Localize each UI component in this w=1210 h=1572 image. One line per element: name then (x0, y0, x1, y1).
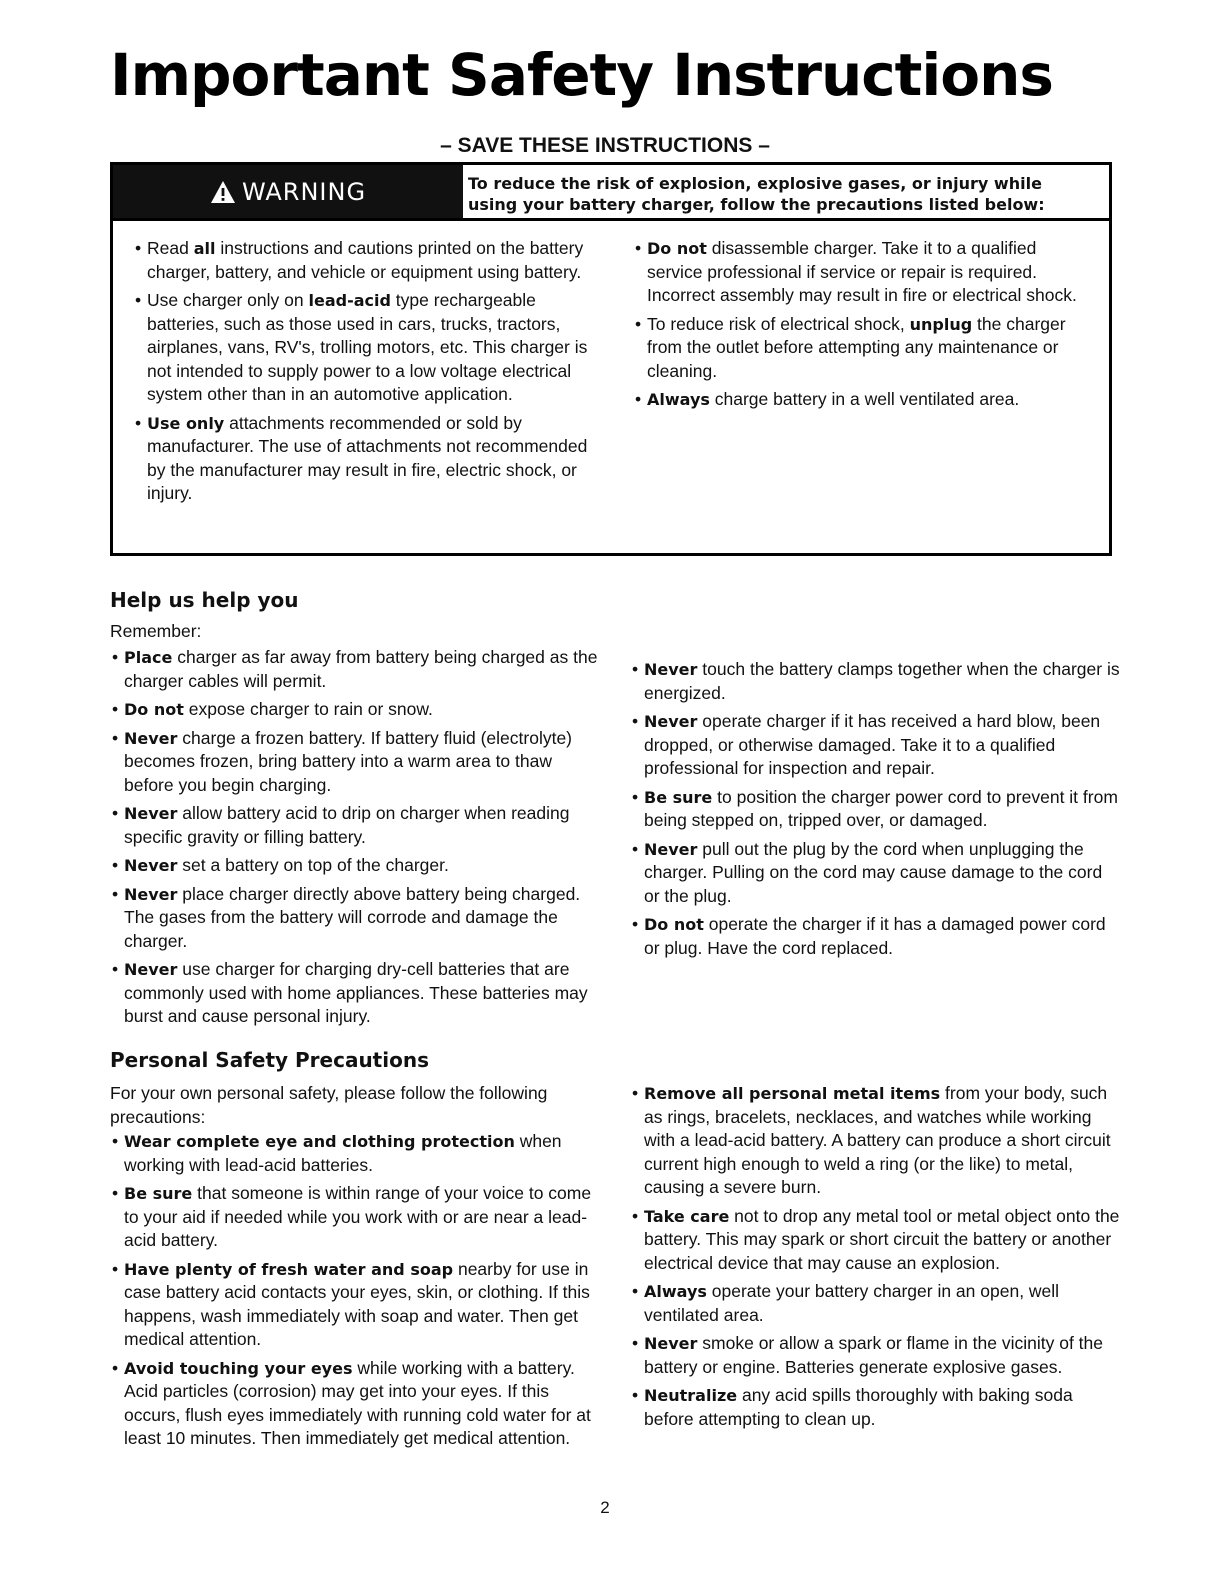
personal-heading: Personal Safety Precautions (110, 1048, 429, 1072)
list-item (110, 1182, 605, 1253)
item-emphasis: Never (644, 839, 698, 859)
item-emphasis: Neutralize (644, 1386, 738, 1405)
item-emphasis: Always (647, 390, 710, 409)
warning-notice: To reduce the risk of explosion, explosive gases, or injury while using your battery charger, follow the precautions listed below: (468, 174, 1045, 214)
item-text-post: allow battery acid to drip on charger when reading specific gravity or filling battery. (124, 803, 570, 847)
list-item (110, 727, 605, 798)
list-item (110, 698, 605, 722)
item-text-post: when working with lead-acid batteries. (124, 1131, 562, 1175)
item-text-post: to position the charger power cord to prevent it from being stepped on, tripped over, or damaged. (644, 786, 1118, 830)
list-item (630, 710, 1120, 781)
item-text-pre: Read (147, 238, 194, 258)
item-emphasis: Be sure (644, 787, 713, 807)
item-emphasis: Never (124, 804, 178, 823)
item-emphasis: Never (124, 884, 178, 904)
item-text-post: operate the charger if it has a damaged power cord or plug. Have the cord replaced. (644, 914, 1106, 958)
warning-list-left (133, 237, 603, 511)
item-emphasis: Be sure (124, 1184, 193, 1203)
item-text-post: not to drop any metal tool or metal object onto the battery. This may spark or short circuit the battery or another electrical device that may cause an explosion. (644, 1205, 1120, 1273)
item-text-post: instructions and cautions printed on the battery charger, battery, and vehicle or equipment using battery. (147, 238, 584, 282)
item-emphasis: Do not (647, 239, 707, 258)
list-item (630, 1082, 1120, 1200)
item-emphasis: Never (644, 1334, 698, 1353)
item-emphasis: Never (124, 856, 178, 875)
list-item (110, 802, 605, 849)
item-text-post: disassemble charger. Take it to a qualified service professional if service or repair is required. Incorrect assembly may result in fire or electrical shock. (647, 238, 1077, 305)
item-text-post: type rechargeable batteries, such as those used in cars, trucks, tractors, airplanes, vans, RV's, trolling motors, etc. This charger is not intended to supply power to a low voltage electrical system other than in an automotive application. (147, 290, 588, 404)
list-item (630, 658, 1120, 705)
item-emphasis: Never (124, 960, 178, 979)
list-item (630, 913, 1120, 960)
item-text-post: use charger for charging dry-cell batteries that are commonly used with home appliances. These batteries may burst and cause personal injury. (124, 959, 588, 1026)
list-item (630, 1332, 1120, 1379)
warning-box (110, 162, 1112, 556)
personal-list-left (110, 1130, 605, 1456)
help-list-right (630, 658, 1120, 965)
item-text-post: place charger directly above battery being charged. The gases from the battery will corrode and damage the charger. (124, 883, 581, 951)
item-text-post: attachments recommended or sold by manufacturer. The use of attachments not recommended by the manufacturer may result in fire, electric shock, or injury. (147, 412, 588, 503)
item-emphasis: Do not (124, 700, 184, 719)
list-item (110, 1130, 605, 1177)
item-emphasis: unplug (909, 314, 973, 334)
item-emphasis: Take care (644, 1206, 730, 1226)
warning-header (113, 165, 1109, 221)
item-emphasis: lead-acid (308, 291, 391, 310)
item-text-post: pull out the plug by the cord when unplugging the charger. Pulling on the cord may cause damage to the cord or the plug. (644, 838, 1103, 906)
list-item (110, 1258, 605, 1352)
help-intro: Remember: (110, 621, 202, 641)
item-emphasis: Wear complete eye and clothing protection (124, 1132, 515, 1151)
warning-label (113, 165, 463, 218)
warning-label-text: WARNING (241, 177, 367, 206)
list-item (110, 958, 605, 1029)
warning-triangle-icon (210, 180, 236, 204)
list-item (630, 1280, 1120, 1327)
item-emphasis: Place (124, 648, 173, 667)
list-item (110, 883, 605, 954)
item-emphasis: Do not (644, 915, 704, 934)
item-text-post: set a battery on top of the charger. (177, 855, 449, 875)
item-text-post: the charger from the outlet before attempting any maintenance or cleaning. (647, 313, 1066, 381)
list-item (110, 854, 605, 878)
list-item (110, 1357, 605, 1451)
list-item (110, 646, 605, 693)
item-text-pre: To reduce risk of electrical shock, (647, 313, 910, 334)
list-item (630, 1384, 1120, 1431)
item-emphasis: all (193, 239, 216, 258)
item-emphasis: Have plenty of fresh water and soap (124, 1259, 454, 1279)
item-text-pre: Use charger only on (147, 290, 309, 310)
list-item (633, 237, 1093, 308)
item-emphasis: Remove all personal metal items (644, 1084, 941, 1103)
item-text-post: nearby for use in case battery acid contacts your eyes, skin, or clothing. If this happens, wash immediately with soap and water. Then get medical attention. (124, 1258, 590, 1349)
personal-intro: For your own personal safety, please follow the following precautions: (110, 1083, 548, 1127)
item-emphasis: Avoid touching your eyes (124, 1358, 353, 1378)
item-text-post: operate charger if it has received a hard blow, been dropped, or otherwise damaged. Take it to a qualified professional for inspection and repair. (644, 711, 1101, 778)
save-instructions-subtitle: – SAVE THESE INSTRUCTIONS – (440, 134, 770, 157)
list-item (133, 237, 603, 284)
item-text-post: expose charger to rain or snow. (183, 699, 433, 719)
help-heading: Help us help you (110, 588, 299, 612)
item-text-post: from your body, such as rings, bracelets, necklaces, and watches while working with a lead-acid battery. A battery can produce a short circuit current high enough to weld a ring (or the like) to metal, causing a severe burn. (644, 1083, 1111, 1197)
item-text-post: charger as far away from battery being charged as the charger cables will permit. (124, 647, 598, 691)
list-item (630, 838, 1120, 909)
list-item (633, 388, 1093, 412)
item-emphasis: Never (644, 660, 698, 679)
help-list-left (110, 646, 605, 1034)
list-item (133, 412, 603, 506)
page-title: Important Safety Instructions (110, 41, 1053, 109)
list-item (630, 786, 1120, 833)
warning-list-right (633, 237, 1093, 417)
item-text-post: touch the battery clamps together when the charger is energized. (644, 659, 1120, 703)
page-number: 2 (600, 1498, 610, 1517)
item-text-post: charge a frozen battery. If battery fluid (electrolyte) becomes frozen, bring battery into a warm area to thaw before you begin charging. (124, 727, 573, 795)
item-text-post: that someone is within range of your voice to come to your aid if needed while you work with or are near a lead-acid battery. (124, 1183, 592, 1250)
list-item (630, 1205, 1120, 1276)
item-emphasis: Never (124, 728, 178, 748)
item-text-post: operate your battery charger in an open, well ventilated area. (644, 1281, 1060, 1325)
item-text-post: smoke or allow a spark or flame in the vicinity of the battery or engine. Batteries generate explosive gases. (644, 1333, 1104, 1377)
item-text-post: any acid spills thoroughly with baking soda before attempting to clean up. (644, 1385, 1073, 1429)
personal-list-right (630, 1082, 1120, 1436)
list-item (133, 289, 603, 407)
item-emphasis: Always (644, 1282, 707, 1301)
item-text-post: charge battery in a well ventilated area. (709, 389, 1020, 409)
item-text-post: while working with a battery. Acid particles (corrosion) may get into your eyes. If this occurs, flush eyes immediately with running cold water for at least 10 minutes. Then immediately get medical attention. (124, 1357, 591, 1448)
list-item (633, 313, 1093, 384)
item-emphasis: Use only (147, 413, 225, 433)
item-emphasis: Never (644, 712, 698, 731)
